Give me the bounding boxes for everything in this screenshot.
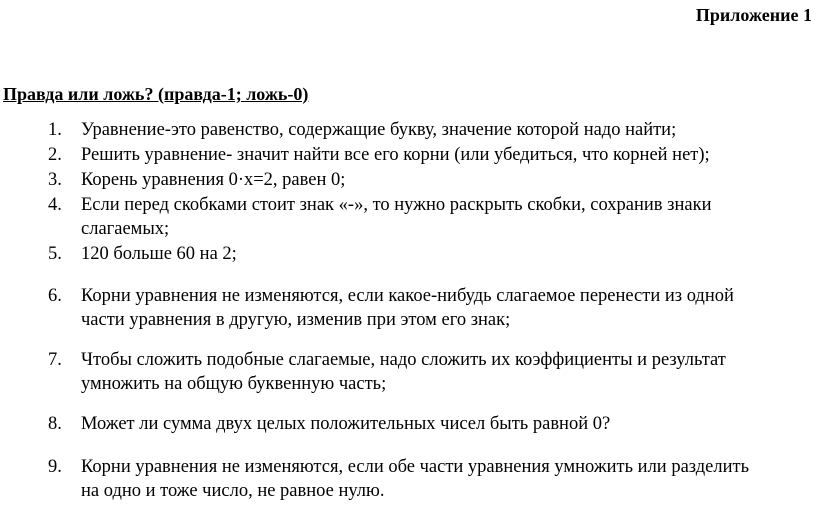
item-number: 9. xyxy=(48,457,62,477)
list-item xyxy=(48,348,748,396)
list-item xyxy=(48,412,808,436)
list-item xyxy=(48,143,808,167)
item-text: Может ли сумма двух целых положительных чисел быть равной 0? xyxy=(81,414,611,434)
list-item xyxy=(48,455,768,503)
list-item xyxy=(48,168,808,192)
item-number: 7. xyxy=(48,350,62,370)
appendix-label: Приложение 1 xyxy=(695,5,812,25)
list-item xyxy=(48,284,768,332)
page-heading: Правда или ложь? (правда-1; ложь-0) xyxy=(3,84,309,104)
item-number: 8. xyxy=(48,414,62,434)
list-item xyxy=(48,118,808,142)
list-item xyxy=(48,193,788,241)
item-text: Корни уравнения не изменяются, если какое-нибудь слагаемое перенести из одной части уравнения в другую, изменив при этом его знак; xyxy=(81,286,734,330)
item-number: 3. xyxy=(48,170,62,190)
item-text: Корни уравнения не изменяются, если обе части уравнения умножить или разделить на одно и тоже число, не равное нулю. xyxy=(81,457,750,501)
item-text: Если перед скобками стоит знак «-», то нужно раскрыть скобки, сохранив знаки слагаемых; xyxy=(81,195,712,239)
item-number: 6. xyxy=(48,286,62,306)
item-number: 5. xyxy=(48,244,62,264)
item-number: 2. xyxy=(48,145,62,165)
item-text: Уравнение-это равенство, содержащие букву, значение которой надо найти; xyxy=(81,120,677,140)
item-text: Корень уравнения 0·x=2, равен 0; xyxy=(81,170,346,190)
item-text: 120 больше 60 на 2; xyxy=(81,244,237,264)
item-text: Чтобы сложить подобные слагаемые, надо сложить их коэффициенты и результат умножить на общую буквенную часть; xyxy=(81,350,726,394)
list-item xyxy=(48,242,808,266)
item-number: 4. xyxy=(48,195,62,215)
item-text: Решить уравнение- значит найти все его корни (или убедиться, что корней нет); xyxy=(81,145,710,165)
item-number: 1. xyxy=(48,120,62,140)
